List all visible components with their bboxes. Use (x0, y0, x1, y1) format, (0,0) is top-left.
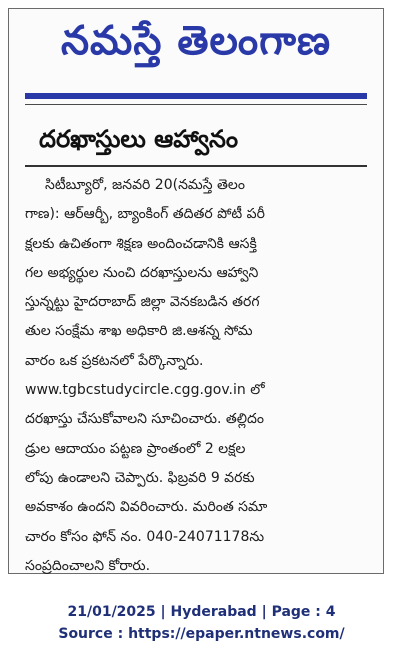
article-line: తుల సంక్షేమ శాఖ అధికారి జి.ఆశన్న సోమ (25, 323, 253, 340)
headline-rule (25, 165, 367, 167)
article-line: చారం కోసం ఫోన్ నం. 040-24071178ను (25, 528, 265, 545)
article-line: క్షలకు ఉచితంగా శిక్షణ అందించడానికి ఆసక్తి (25, 235, 257, 252)
article-headline: దరఖాస్తులు ఆహ్వానం (39, 125, 239, 153)
source-url: Source : https://epaper.ntnews.com/ (58, 626, 345, 642)
edition-info: 21/01/2025 | Hyderabad | Page : 4 (67, 604, 336, 620)
article-body (25, 171, 367, 581)
article-line: దరఖాస్తు చేసుకోవాలని సూచించారు. తల్లిదం (25, 411, 265, 428)
newspaper-masthead: నమస్తే తెలంగాణ (60, 17, 332, 64)
article-line: గాణ): ఆర్ఆర్బీ, బ్యాంకింగ్ తదితర పోటీ పరీ (25, 206, 265, 223)
article-line: సిటీబ్యూరో, జనవరి 20(నమస్తే తెలం (45, 177, 245, 193)
masthead-rule (25, 93, 367, 99)
article-line: డ్రుల ఆదాయం పట్టణ ప్రాంతంలో 2 లక్షల (25, 440, 246, 457)
masthead-thin-rule (25, 104, 367, 105)
article-line: సంప్రదించాలని కోరారు. (25, 557, 151, 574)
article-line: లోపు ఉండాలని చెప్పారు. ఫిబ్రవరి 9 వరకు (25, 469, 255, 486)
article-line: స్తున్నట్టు హైదరాబాద్ జిల్లా వెనకబడిన తరగ (25, 294, 260, 311)
article-line: గల అభ్యర్థుల నుంచి దరఖాస్తులను ఆహ్వాని (25, 264, 259, 281)
article-line: వారం ఒక ప్రకటనలో పేర్కొన్నారు. (25, 352, 204, 369)
newspaper-clipping (8, 8, 384, 574)
article-line: www.tgbcstudycircle.cgg.gov.in లో (25, 382, 265, 399)
article-line: అవకాశం ఉందని వివరించారు. మరింత సమా (25, 499, 268, 516)
